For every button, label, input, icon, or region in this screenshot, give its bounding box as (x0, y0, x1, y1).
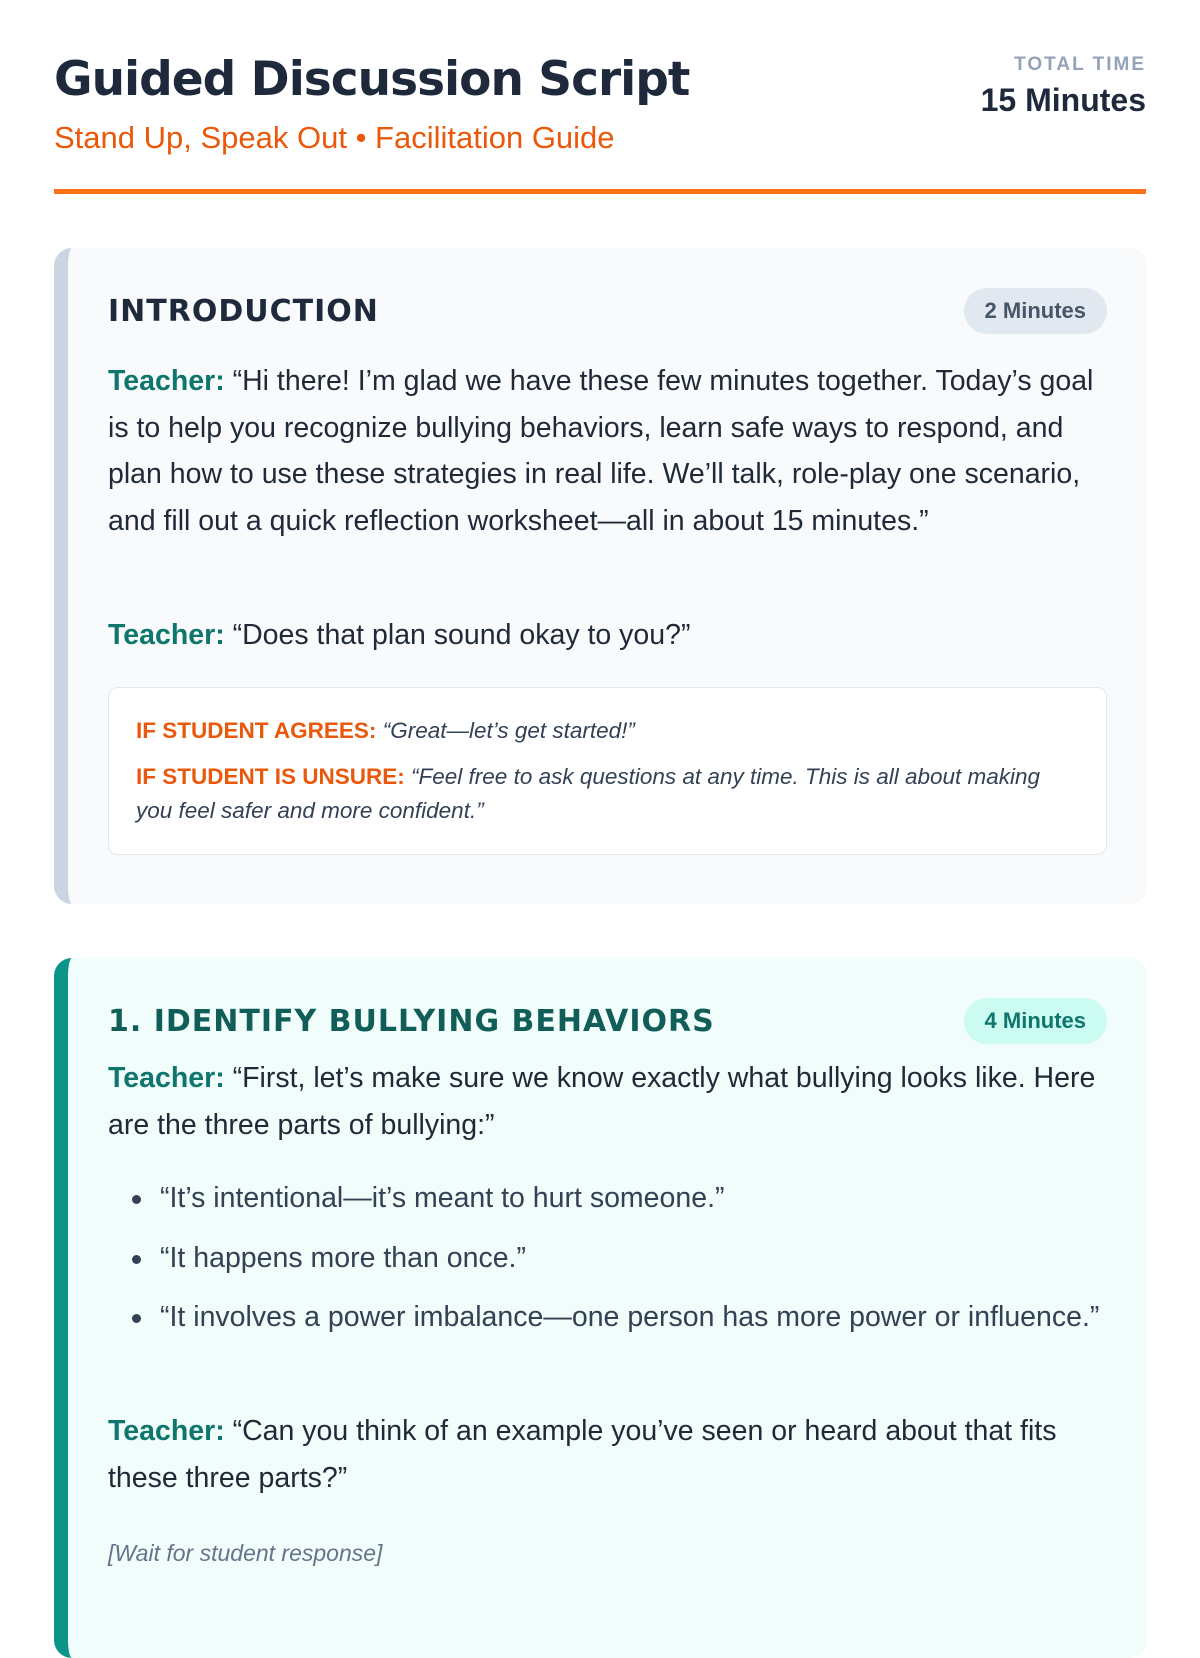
speaker-label: Teacher: (108, 1062, 225, 1094)
introduction-body (108, 358, 1107, 544)
response-text: “Feel free to ask questions at any time. This is all about making you feel safer and more confident.” (136, 764, 1041, 823)
response-label: IF STUDENT AGREES: (136, 718, 377, 743)
section-identify-teacher-line-2 (108, 1408, 1107, 1501)
response-text: “Great—let’s get started!” (382, 718, 635, 743)
section-identify-header (108, 998, 1107, 1044)
introduction-teacher-line-2 (108, 612, 1107, 659)
total-time-label: TOTAL TIME (1014, 54, 1146, 75)
speaker-label: Teacher: (108, 1415, 225, 1447)
page-subtitle: Stand Up, Speak Out • Facilitation Guide (54, 120, 615, 155)
dialogue-text: “Can you think of an example you’ve seen or heard about that fits these three parts?” (108, 1415, 1057, 1494)
introduction-header (108, 288, 1107, 334)
response-agrees (136, 714, 1080, 748)
introduction-body-2 (108, 612, 1107, 659)
section-identify-note-wrap (108, 1540, 1107, 1567)
response-unsure (136, 760, 1080, 828)
total-time (981, 54, 1146, 119)
introduction-card (54, 248, 1147, 904)
section-identify-duration-badge: 4 Minutes (964, 998, 1107, 1044)
section-identify-title: 1. IDENTIFY BULLYING BEHAVIORS (108, 1004, 715, 1039)
list-item: “It involves a power imbalance—one person has more power or influence.” (160, 1294, 1107, 1341)
wait-note: [Wait for student response] (108, 1540, 383, 1566)
introduction-title: INTRODUCTION (108, 294, 379, 329)
response-label: IF STUDENT IS UNSURE: (136, 764, 405, 789)
list-item: “It’s intentional—it’s meant to hurt someone.” (160, 1175, 1107, 1222)
section-identify-card (54, 958, 1147, 1658)
bullying-criteria (108, 1175, 1107, 1354)
dialogue-text: “First, let’s make sure we know exactly what bullying looks like. Here are the three parts of bullying:” (108, 1062, 1096, 1141)
speaker-label: Teacher: (108, 619, 225, 651)
dialogue-text: “Hi there! I’m glad we have these few minutes together. Today’s goal is to help you recognize bullying behaviors, learn safe ways to respond, and plan how to use these strategies in real life. We’ll talk, role-play one scenario, and fill out a quick reflection worksheet—all in about 15 minutes.” (108, 365, 1094, 537)
bullying-criteria-list (108, 1175, 1107, 1341)
section-identify-question (108, 1408, 1107, 1501)
introduction-teacher-line-1 (108, 358, 1107, 544)
section-identify-teacher-line-1 (108, 1055, 1107, 1148)
list-item: “It happens more than once.” (160, 1235, 1107, 1282)
page-title: Guided Discussion Script (54, 52, 690, 107)
response-options (108, 687, 1107, 855)
dialogue-text: “Does that plan sound okay to you?” (232, 619, 691, 651)
section-identify-intro (108, 1055, 1107, 1148)
total-time-value: 15 Minutes (980, 82, 1146, 118)
speaker-label: Teacher: (108, 365, 225, 397)
page-header (54, 0, 1146, 194)
response-box (108, 687, 1107, 855)
introduction-duration-badge: 2 Minutes (964, 288, 1107, 334)
